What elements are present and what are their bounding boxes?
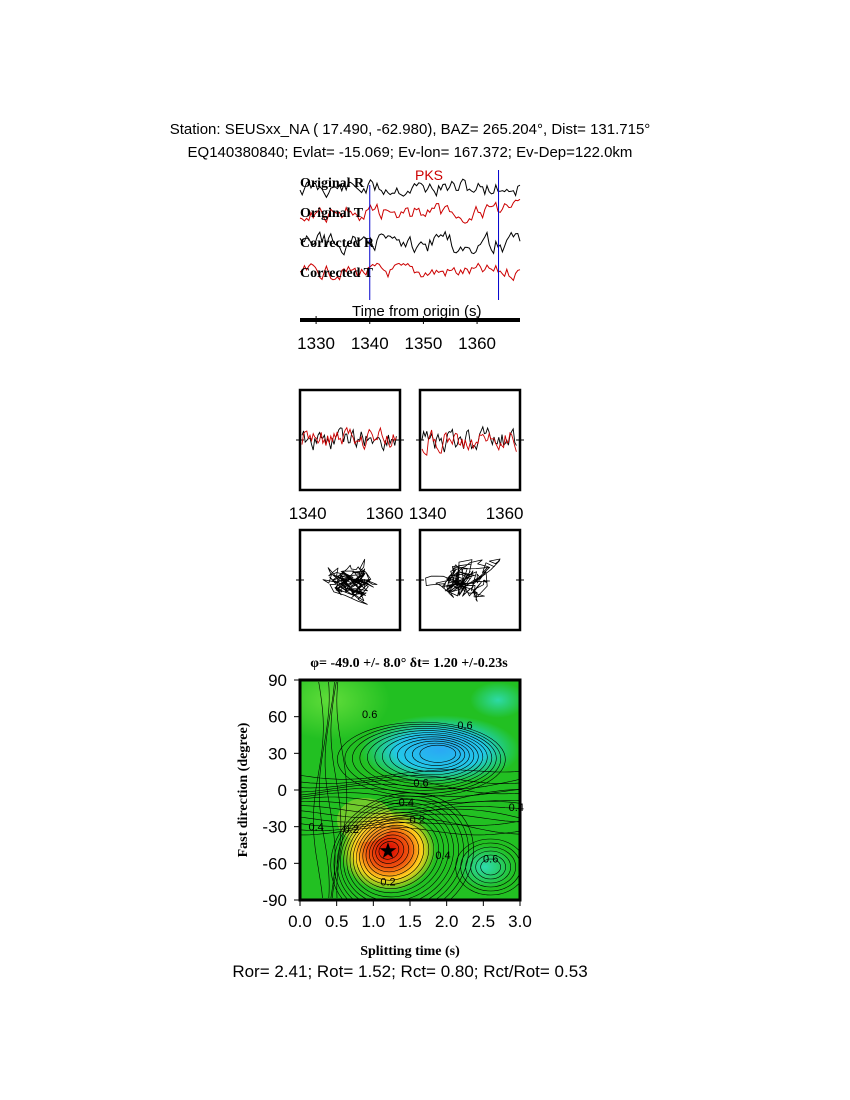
window-tick-label: 1360 bbox=[365, 504, 404, 523]
heatmap-x-tick-label: 1.5 bbox=[398, 912, 422, 931]
heatmap-x-tick-label: 1.0 bbox=[361, 912, 386, 931]
heatmap-y-tick-label: 90 bbox=[268, 671, 287, 690]
trace-label-original-r: Original R bbox=[300, 176, 365, 191]
contour-value-label: 0.2 bbox=[409, 814, 425, 827]
contour-value-label: 0.4 bbox=[398, 797, 414, 810]
heatmap-y-tick-label: -90 bbox=[262, 891, 287, 910]
splitting-title: φ= -49.0 +/- 8.0° δt= 1.20 +/-0.23s bbox=[310, 656, 508, 671]
trace-label-original-t: Original T bbox=[300, 206, 364, 221]
contour-value-label: 0.6 bbox=[483, 853, 499, 866]
heatmap-light-zone bbox=[270, 660, 390, 740]
station-info: Station: SEUSxx_NA ( 17.490, -62.980), BAZ= 265.204°, Dist= 131.715° bbox=[169, 121, 651, 138]
contour-value-label: 0.4 bbox=[508, 802, 524, 815]
window-tick-label: 1340 bbox=[408, 504, 447, 523]
contour-value-label: 0.6 bbox=[457, 720, 473, 733]
window-tick-label: 1360 bbox=[485, 504, 524, 523]
contour-value-label: 0.2 bbox=[380, 876, 396, 889]
best-fit-star-icon: ★ bbox=[378, 837, 398, 863]
heatmap-y-tick-label: 0 bbox=[277, 781, 287, 800]
heatmap-y-tick-label: -60 bbox=[262, 854, 287, 874]
ratio-summary: Ror= 2.41; Rot= 1.52; Rct= 0.80; Rct/Rot= 0.53 bbox=[232, 962, 588, 981]
heatmap-cyan-top bbox=[470, 682, 526, 718]
waveform-x-axis-label: Time from origin (s) bbox=[352, 303, 482, 320]
heatmap-x-tick-label: 3.0 bbox=[508, 912, 532, 931]
heatmap-x-tick-label: 0.0 bbox=[288, 912, 312, 931]
contour-value-label: 0.6 bbox=[362, 709, 378, 722]
window-panels bbox=[289, 390, 524, 523]
waveform-tick-label: 1350 bbox=[404, 334, 443, 353]
splitting-y-label: Fast direction (degree) bbox=[236, 722, 251, 858]
phase-label: PKS bbox=[415, 167, 444, 183]
contour-value-label: 0.4 bbox=[435, 849, 451, 862]
window-tick-label: 1340 bbox=[288, 504, 327, 523]
trace-label-corrected-t: Corrected T bbox=[300, 266, 373, 281]
heatmap-y-tick-label: -30 bbox=[262, 817, 287, 837]
heatmap-x-tick-label: 2.0 bbox=[434, 912, 459, 931]
trace-label-corrected-r: Corrected R bbox=[300, 236, 374, 251]
heatmap-y-tick-label: 30 bbox=[268, 744, 287, 764]
event-info: EQ140380840; Evlat= -15.069; Ev-lon= 167.372; Ev-Dep=122.0km bbox=[187, 144, 633, 161]
contour-value-label: 0.6 bbox=[413, 777, 429, 790]
splitting-x-label: Splitting time (s) bbox=[360, 944, 460, 959]
heatmap-y-tick-label: 60 bbox=[268, 707, 287, 727]
heatmap-x-tick-label: 0.5 bbox=[324, 912, 349, 931]
waveform-tick-label: 1330 bbox=[297, 334, 336, 353]
contour-value-label: 0.4 bbox=[308, 821, 324, 834]
particle-motion-panels bbox=[296, 530, 524, 630]
particle-motion-frame bbox=[420, 530, 520, 630]
waveform-tick-label: 1360 bbox=[458, 334, 496, 353]
heatmap-x-tick-label: 2.5 bbox=[471, 912, 496, 931]
contour-value-label: 0.2 bbox=[343, 824, 359, 837]
waveform-tick-label: 1340 bbox=[350, 334, 389, 353]
